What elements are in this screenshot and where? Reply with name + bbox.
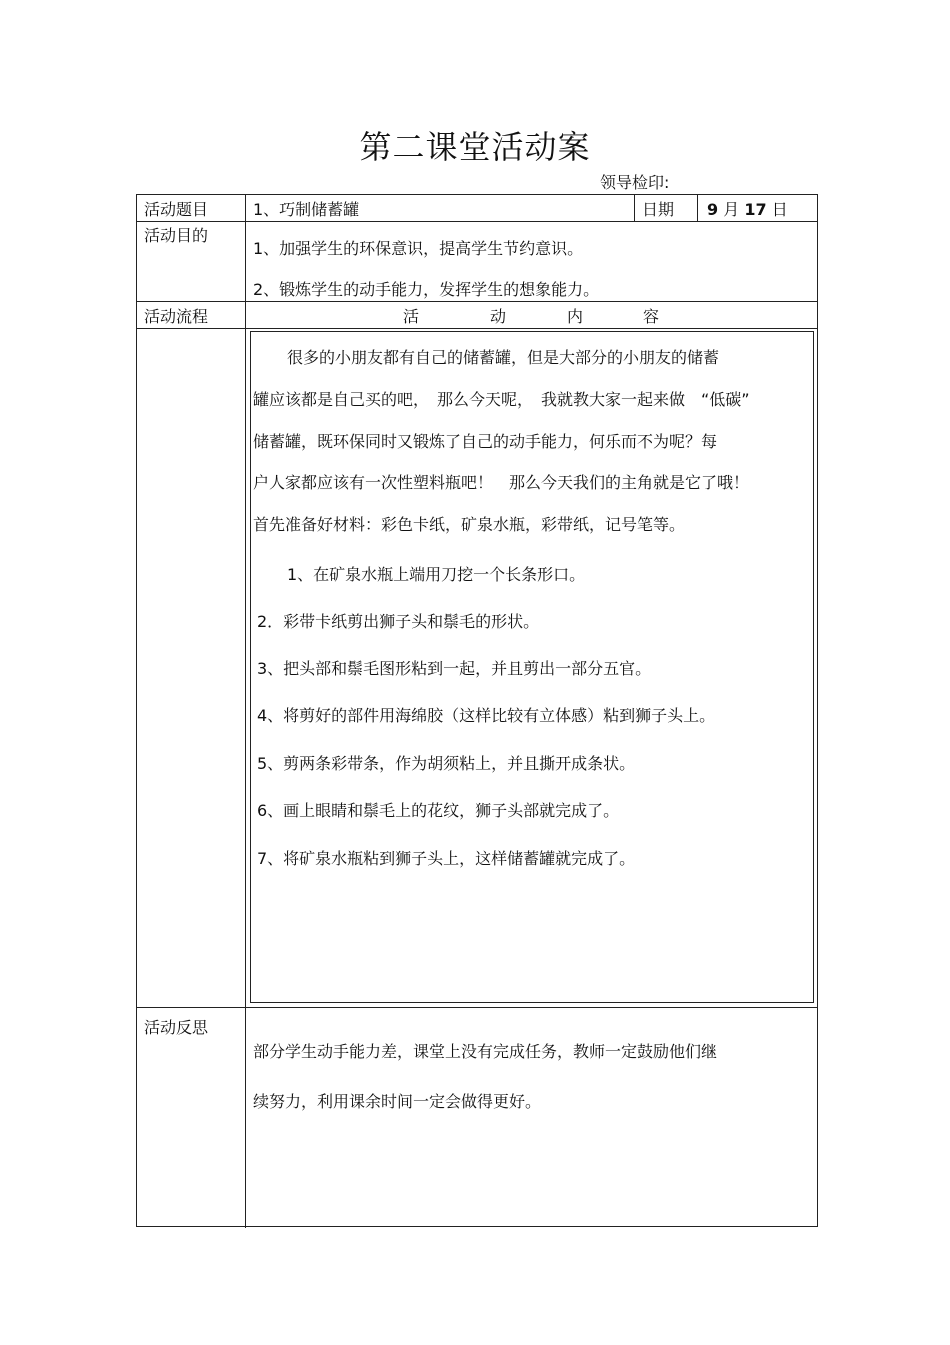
column-divider	[245, 195, 246, 1228]
step-item: 4、将剪好的部件用海绵胶（这样比较有立体感）粘到狮子头上。	[257, 706, 716, 725]
process-label: 活动流程	[144, 307, 209, 326]
topic-label: 活动题目	[144, 200, 209, 219]
goal-label: 活动目的	[144, 226, 209, 245]
row-divider	[137, 301, 817, 302]
reflection-line: 部分学生动手能力差，课堂上没有完成任务，教师一定鼓励他们继	[253, 1042, 718, 1061]
intro-line: 首先准备好材料：彩色卡纸，矿泉水瓶，彩带纸，记号笔等。	[253, 515, 686, 534]
leader-stamp-label: 领导检印:	[600, 173, 670, 192]
goal-item: 2、锻炼学生的动手能力，发挥学生的想象能力。	[253, 280, 600, 299]
day-unit: 日	[771, 200, 788, 219]
row-divider	[137, 221, 817, 222]
inner-border	[250, 331, 814, 332]
reflection-label: 活动反思	[144, 1018, 209, 1037]
month-unit: 月	[723, 200, 740, 219]
step-item: 2．彩带卡纸剪出狮子头和鬃毛的形状。	[257, 612, 540, 631]
step-item: 1、在矿泉水瓶上端用刀挖一个长条形口。	[287, 565, 586, 584]
date-day: 17	[744, 200, 767, 219]
step-item: 3、把头部和鬃毛图形粘到一起，并且剪出一部分五官。	[257, 659, 652, 678]
intro-line: 很多的小朋友都有自己的储蓄罐，但是大部分的小朋友的储蓄	[287, 348, 720, 367]
column-divider	[697, 195, 698, 221]
date-month: 9	[707, 200, 719, 219]
step-item: 6、画上眼睛和鬃毛上的花纹，狮子头部就完成了。	[257, 801, 620, 820]
column-divider	[634, 195, 635, 221]
date-label: 日期	[642, 200, 675, 219]
intro-line: 储蓄罐，既环保同时又锻炼了自己的动手能力，何乐而不为呢？每	[253, 432, 718, 451]
process-header-char: 动	[490, 307, 507, 326]
row-divider	[137, 1007, 817, 1008]
process-header-char: 容	[643, 307, 660, 326]
date-value	[707, 197, 788, 220]
intro-line: 户人家都应该有一次性塑料瓶吧！ 那么今天我们的主角就是它了哦！	[253, 473, 750, 492]
topic-value: 1、巧制储蓄罐	[253, 200, 360, 219]
row-divider	[137, 328, 817, 329]
page-title: 第二课堂活动案	[359, 128, 591, 166]
intro-line: 罐应该都是自己买的吧， 那么今天呢， 我就教大家一起来做 “低碳”	[253, 390, 750, 409]
goal-item: 1、加强学生的环保意识，提高学生节约意识。	[253, 239, 584, 258]
reflection-line: 续努力，利用课余时间一定会做得更好。	[253, 1092, 542, 1111]
activity-table	[136, 194, 818, 1227]
step-item: 7、将矿泉水瓶粘到狮子头上，这样储蓄罐就完成了。	[257, 849, 636, 868]
inner-border	[250, 1002, 814, 1003]
process-header-char: 内	[567, 307, 584, 326]
inner-border	[813, 331, 814, 1002]
process-header-char: 活	[403, 307, 420, 326]
step-item: 5、剪两条彩带条，作为胡须粘上，并且撕开成条状。	[257, 754, 636, 773]
inner-border	[250, 331, 251, 1002]
